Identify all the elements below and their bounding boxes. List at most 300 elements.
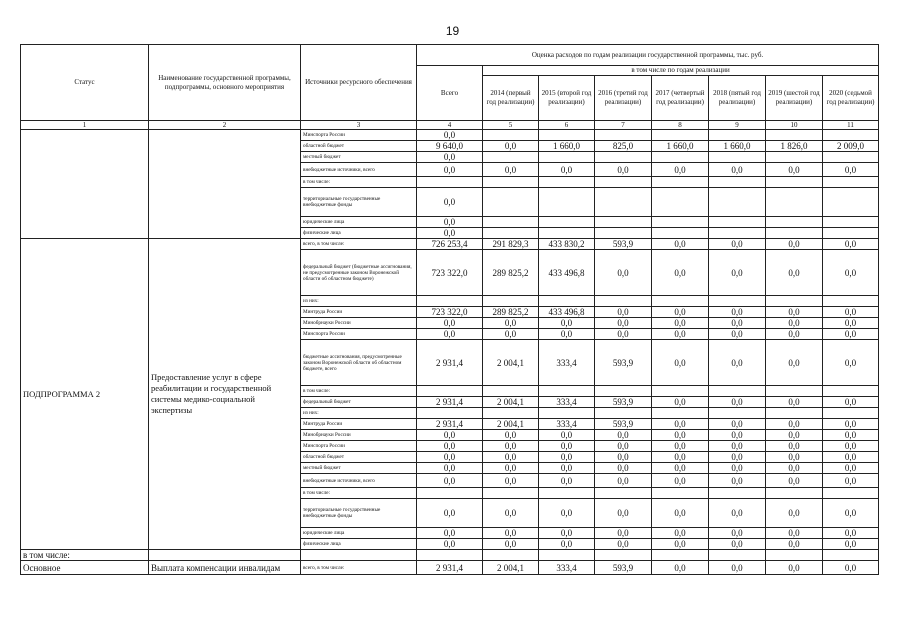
- value-cell: 0,0: [823, 441, 879, 452]
- value-cell: 2 931,4: [417, 340, 483, 386]
- value-cell: 333,4: [539, 419, 595, 430]
- value-cell: 0,0: [823, 250, 879, 296]
- value-cell: 0,0: [539, 463, 595, 474]
- value-cell: 0,0: [766, 397, 823, 408]
- subprogram-status: ПОДПРОГРАММА 2: [21, 239, 149, 550]
- value-cell: 0,0: [417, 228, 483, 239]
- value-cell: 0,0: [823, 340, 879, 386]
- value-cell: [766, 217, 823, 228]
- value-cell: 0,0: [709, 441, 766, 452]
- value-cell: 1 660,0: [652, 141, 709, 152]
- value-cell: 0,0: [595, 163, 652, 177]
- value-cell: 0,0: [709, 561, 766, 575]
- table-body: [21, 130, 879, 575]
- value-cell: 0,0: [652, 430, 709, 441]
- value-cell: 0,0: [652, 329, 709, 340]
- value-cell: [823, 228, 879, 239]
- header-estimate: Оценка расходов по годам реализации государственной программы, тыс. руб.: [417, 45, 879, 66]
- value-cell: [595, 296, 652, 307]
- value-cell: 0,0: [417, 152, 483, 163]
- header-year-6: 2019 (шестой год реализации): [766, 76, 823, 121]
- value-cell: [823, 488, 879, 499]
- value-cell: 0,0: [652, 474, 709, 488]
- value-cell: [652, 488, 709, 499]
- value-cell: 0,0: [417, 188, 483, 217]
- value-cell: [709, 177, 766, 188]
- value-cell: 333,4: [539, 340, 595, 386]
- value-cell: [539, 152, 595, 163]
- value-cell: [766, 296, 823, 307]
- empty-cell: [709, 550, 766, 561]
- value-cell: [652, 130, 709, 141]
- value-cell: 0,0: [709, 397, 766, 408]
- value-cell: [483, 217, 539, 228]
- value-cell: 0,0: [766, 419, 823, 430]
- value-cell: 0,0: [652, 163, 709, 177]
- value-cell: 0,0: [652, 250, 709, 296]
- source-cell: областной бюджет: [301, 141, 417, 152]
- value-cell: [766, 488, 823, 499]
- value-cell: 9 640,0: [417, 141, 483, 152]
- value-cell: 0,0: [823, 239, 879, 250]
- table-row: [21, 561, 879, 575]
- value-cell: 0,0: [417, 430, 483, 441]
- column-number: 3: [301, 121, 417, 130]
- value-cell: 0,0: [823, 499, 879, 528]
- value-cell: 0,0: [417, 217, 483, 228]
- value-cell: 0,0: [709, 430, 766, 441]
- value-cell: [539, 488, 595, 499]
- value-cell: [823, 386, 879, 397]
- value-cell: [539, 296, 595, 307]
- value-cell: [595, 408, 652, 419]
- value-cell: 0,0: [766, 499, 823, 528]
- value-cell: 0,0: [823, 561, 879, 575]
- value-cell: [595, 228, 652, 239]
- source-cell: физические лица: [301, 539, 417, 550]
- value-cell: 0,0: [709, 539, 766, 550]
- value-cell: 723 322,0: [417, 250, 483, 296]
- value-cell: [483, 177, 539, 188]
- value-cell: 0,0: [709, 318, 766, 329]
- source-cell: территориальные государственные внебюджетные фонды: [301, 188, 417, 217]
- header-status: Статус: [21, 45, 149, 121]
- value-cell: 333,4: [539, 397, 595, 408]
- value-cell: 289 825,2: [483, 307, 539, 318]
- value-cell: 0,0: [483, 441, 539, 452]
- value-cell: 0,0: [595, 539, 652, 550]
- value-cell: [483, 296, 539, 307]
- value-cell: 0,0: [766, 250, 823, 296]
- value-cell: 0,0: [417, 463, 483, 474]
- source-cell: юридические лица: [301, 217, 417, 228]
- value-cell: 0,0: [652, 318, 709, 329]
- value-cell: 0,0: [766, 441, 823, 452]
- value-cell: [417, 296, 483, 307]
- column-number: 6: [539, 121, 595, 130]
- value-cell: 0,0: [417, 539, 483, 550]
- header-year-1: 2014 (первый год реализации): [483, 76, 539, 121]
- value-cell: [823, 408, 879, 419]
- value-cell: [766, 386, 823, 397]
- value-cell: [595, 152, 652, 163]
- block1-status: [21, 130, 149, 239]
- source-cell: территориальные государственные внебюджетные фонды: [301, 499, 417, 528]
- value-cell: 0,0: [539, 452, 595, 463]
- value-cell: [417, 386, 483, 397]
- value-cell: 0,0: [417, 528, 483, 539]
- source-cell: из них:: [301, 296, 417, 307]
- value-cell: 825,0: [595, 141, 652, 152]
- source-cell: федеральный бюджет: [301, 397, 417, 408]
- value-cell: 2 004,1: [483, 340, 539, 386]
- value-cell: 0,0: [766, 239, 823, 250]
- value-cell: 0,0: [595, 250, 652, 296]
- source-cell: Минспорта России: [301, 329, 417, 340]
- value-cell: 0,0: [483, 539, 539, 550]
- value-cell: 0,0: [652, 239, 709, 250]
- value-cell: 0,0: [417, 318, 483, 329]
- value-cell: [823, 296, 879, 307]
- value-cell: [483, 386, 539, 397]
- value-cell: [709, 488, 766, 499]
- value-cell: 0,0: [709, 528, 766, 539]
- value-cell: 433 496,8: [539, 307, 595, 318]
- value-cell: 0,0: [823, 419, 879, 430]
- empty-cell: [539, 550, 595, 561]
- value-cell: 0,0: [539, 528, 595, 539]
- value-cell: 0,0: [766, 452, 823, 463]
- value-cell: 2 931,4: [417, 419, 483, 430]
- value-cell: [595, 188, 652, 217]
- source-cell: местный бюджет: [301, 152, 417, 163]
- value-cell: 0,0: [595, 318, 652, 329]
- source-cell: бюджетные ассигнования, предусмотренные законом Воронежской области об областном бюджете, всего: [301, 340, 417, 386]
- value-cell: [709, 296, 766, 307]
- value-cell: 0,0: [483, 499, 539, 528]
- value-cell: 0,0: [766, 463, 823, 474]
- source-cell: местный бюджет: [301, 463, 417, 474]
- value-cell: [539, 228, 595, 239]
- value-cell: [823, 152, 879, 163]
- value-cell: 0,0: [709, 340, 766, 386]
- empty-cell: [766, 550, 823, 561]
- value-cell: 2 931,4: [417, 397, 483, 408]
- value-cell: 0,0: [595, 452, 652, 463]
- value-cell: 0,0: [595, 329, 652, 340]
- including-label: в том числе:: [21, 550, 149, 561]
- value-cell: 0,0: [709, 163, 766, 177]
- value-cell: 0,0: [539, 318, 595, 329]
- source-cell: в том числе:: [301, 386, 417, 397]
- empty-cell: [483, 550, 539, 561]
- value-cell: 2 004,1: [483, 397, 539, 408]
- value-cell: 0,0: [823, 307, 879, 318]
- value-cell: 0,0: [539, 539, 595, 550]
- value-cell: [595, 386, 652, 397]
- value-cell: 0,0: [823, 163, 879, 177]
- value-cell: [595, 130, 652, 141]
- value-cell: 0,0: [652, 528, 709, 539]
- value-cell: [709, 217, 766, 228]
- source-cell: Минтруда России: [301, 419, 417, 430]
- value-cell: 0,0: [709, 474, 766, 488]
- source-cell: всего, в том числе:: [301, 239, 417, 250]
- table-row: [21, 550, 879, 561]
- column-number: 5: [483, 121, 539, 130]
- table-row: [21, 130, 879, 141]
- value-cell: 2 931,4: [417, 561, 483, 575]
- value-cell: [652, 188, 709, 217]
- main-activity-name: Выплата компенсации инвалидам: [149, 561, 301, 575]
- value-cell: [709, 152, 766, 163]
- source-cell: внебюджетные источники, всего: [301, 163, 417, 177]
- value-cell: [823, 130, 879, 141]
- column-number: 9: [709, 121, 766, 130]
- value-cell: 0,0: [595, 441, 652, 452]
- value-cell: 0,0: [417, 441, 483, 452]
- main-activity-status: Основное: [21, 561, 149, 575]
- value-cell: 289 825,2: [483, 250, 539, 296]
- subprogram-name: Предоставление услуг в сфере реабилитации и государственной системы медико-социальной экспертизы: [149, 239, 301, 550]
- value-cell: 0,0: [652, 307, 709, 318]
- value-cell: [483, 408, 539, 419]
- value-cell: [766, 177, 823, 188]
- value-cell: 0,0: [417, 474, 483, 488]
- value-cell: 0,0: [766, 430, 823, 441]
- empty-cell: [595, 550, 652, 561]
- value-cell: [539, 188, 595, 217]
- value-cell: 0,0: [595, 430, 652, 441]
- source-cell: федеральный бюджет (бюджетные ассигнования, не предусмотренные законом Воронежской области об областном бюджете): [301, 250, 417, 296]
- source-cell: Минспорта России: [301, 441, 417, 452]
- value-cell: 291 829,3: [483, 239, 539, 250]
- value-cell: [709, 228, 766, 239]
- value-cell: 593,9: [595, 397, 652, 408]
- empty-cell: [149, 550, 301, 561]
- value-cell: 0,0: [652, 441, 709, 452]
- header-year-2: 2015 (второй год реализации): [539, 76, 595, 121]
- value-cell: 0,0: [483, 163, 539, 177]
- value-cell: 0,0: [823, 463, 879, 474]
- value-cell: 0,0: [823, 452, 879, 463]
- value-cell: [483, 188, 539, 217]
- value-cell: 0,0: [483, 141, 539, 152]
- column-number: 10: [766, 121, 823, 130]
- value-cell: 0,0: [417, 452, 483, 463]
- column-number: 8: [652, 121, 709, 130]
- value-cell: [766, 408, 823, 419]
- value-cell: 0,0: [823, 397, 879, 408]
- value-cell: 2 009,0: [823, 141, 879, 152]
- value-cell: 433 830,2: [539, 239, 595, 250]
- empty-cell: [823, 550, 879, 561]
- source-cell: в том числе:: [301, 488, 417, 499]
- value-cell: 0,0: [766, 340, 823, 386]
- value-cell: 0,0: [483, 452, 539, 463]
- value-cell: 0,0: [823, 539, 879, 550]
- value-cell: [539, 130, 595, 141]
- value-cell: 0,0: [417, 499, 483, 528]
- value-cell: 1 660,0: [539, 141, 595, 152]
- value-cell: [652, 152, 709, 163]
- value-cell: 0,0: [823, 318, 879, 329]
- value-cell: [823, 188, 879, 217]
- value-cell: [709, 386, 766, 397]
- value-cell: 0,0: [766, 474, 823, 488]
- source-cell: областной бюджет: [301, 452, 417, 463]
- value-cell: [766, 228, 823, 239]
- value-cell: [652, 177, 709, 188]
- value-cell: [417, 177, 483, 188]
- value-cell: 0,0: [483, 474, 539, 488]
- value-cell: 0,0: [539, 441, 595, 452]
- value-cell: 0,0: [483, 329, 539, 340]
- table-header: [21, 45, 879, 130]
- value-cell: 723 322,0: [417, 307, 483, 318]
- value-cell: 593,9: [595, 340, 652, 386]
- value-cell: [483, 130, 539, 141]
- value-cell: 0,0: [766, 561, 823, 575]
- source-cell: Минтруда России: [301, 307, 417, 318]
- value-cell: [483, 152, 539, 163]
- source-cell: внебюджетные источники, всего: [301, 474, 417, 488]
- value-cell: 0,0: [539, 499, 595, 528]
- value-cell: 433 496,8: [539, 250, 595, 296]
- value-cell: 0,0: [652, 452, 709, 463]
- header-year-4: 2017 (четвертый год реализации): [652, 76, 709, 121]
- source-cell: из них:: [301, 408, 417, 419]
- value-cell: [539, 386, 595, 397]
- value-cell: 2 004,1: [483, 561, 539, 575]
- value-cell: 0,0: [483, 318, 539, 329]
- value-cell: 0,0: [595, 499, 652, 528]
- value-cell: [652, 296, 709, 307]
- value-cell: 0,0: [539, 474, 595, 488]
- value-cell: 2 004,1: [483, 419, 539, 430]
- source-cell: всего, в том числе:: [301, 561, 417, 575]
- value-cell: 0,0: [652, 419, 709, 430]
- value-cell: [483, 228, 539, 239]
- value-cell: [595, 217, 652, 228]
- source-cell: Минспорта России: [301, 130, 417, 141]
- value-cell: 0,0: [595, 528, 652, 539]
- table-row: [21, 239, 879, 250]
- value-cell: 333,4: [539, 561, 595, 575]
- source-cell: юридические лица: [301, 528, 417, 539]
- value-cell: 0,0: [539, 163, 595, 177]
- page-number: 19: [445, 24, 460, 38]
- value-cell: 0,0: [766, 528, 823, 539]
- value-cell: 0,0: [483, 528, 539, 539]
- value-cell: 0,0: [539, 430, 595, 441]
- value-cell: 0,0: [823, 430, 879, 441]
- value-cell: [539, 177, 595, 188]
- value-cell: [709, 130, 766, 141]
- value-cell: 0,0: [652, 397, 709, 408]
- header-sources: Источники ресурсного обеспечения: [301, 45, 417, 121]
- value-cell: [766, 188, 823, 217]
- source-cell: Минобрнауки России: [301, 430, 417, 441]
- value-cell: 0,0: [766, 539, 823, 550]
- value-cell: 0,0: [709, 419, 766, 430]
- value-cell: 0,0: [417, 163, 483, 177]
- value-cell: [766, 130, 823, 141]
- value-cell: [823, 177, 879, 188]
- value-cell: 0,0: [766, 307, 823, 318]
- header-name: Наименование государственной программы, подпрограммы, основного мероприятия: [149, 45, 301, 121]
- value-cell: 0,0: [595, 307, 652, 318]
- value-cell: [652, 386, 709, 397]
- value-cell: 0,0: [595, 474, 652, 488]
- value-cell: 1 660,0: [709, 141, 766, 152]
- value-cell: 0,0: [483, 430, 539, 441]
- value-cell: 593,9: [595, 561, 652, 575]
- header-year-3: 2016 (третий год реализации): [595, 76, 652, 121]
- header-total: Всего: [417, 66, 483, 121]
- value-cell: 0,0: [539, 329, 595, 340]
- value-cell: [417, 408, 483, 419]
- value-cell: [766, 152, 823, 163]
- value-cell: [709, 188, 766, 217]
- value-cell: 0,0: [417, 329, 483, 340]
- value-cell: 0,0: [417, 130, 483, 141]
- value-cell: 0,0: [823, 329, 879, 340]
- value-cell: 726 253,4: [417, 239, 483, 250]
- column-number: 2: [149, 121, 301, 130]
- header-year-7: 2020 (седьмой год реализации): [823, 76, 879, 121]
- value-cell: 0,0: [709, 329, 766, 340]
- value-cell: [652, 408, 709, 419]
- column-number: 4: [417, 121, 483, 130]
- value-cell: 0,0: [823, 474, 879, 488]
- value-cell: 0,0: [709, 239, 766, 250]
- value-cell: 0,0: [652, 463, 709, 474]
- column-number: 7: [595, 121, 652, 130]
- value-cell: [483, 488, 539, 499]
- empty-cell: [301, 550, 417, 561]
- value-cell: 0,0: [483, 463, 539, 474]
- block1-name: [149, 130, 301, 239]
- value-cell: 0,0: [709, 307, 766, 318]
- value-cell: 0,0: [652, 539, 709, 550]
- value-cell: [823, 217, 879, 228]
- column-number: 1: [21, 121, 149, 130]
- empty-cell: [417, 550, 483, 561]
- value-cell: 0,0: [823, 528, 879, 539]
- header-by-years: в том числе по годам реализации: [483, 66, 879, 76]
- value-cell: 0,0: [595, 463, 652, 474]
- empty-cell: [652, 550, 709, 561]
- value-cell: [417, 488, 483, 499]
- value-cell: 0,0: [709, 499, 766, 528]
- value-cell: 0,0: [652, 561, 709, 575]
- value-cell: 593,9: [595, 239, 652, 250]
- value-cell: 0,0: [766, 163, 823, 177]
- value-cell: 0,0: [709, 463, 766, 474]
- source-cell: в том числе:: [301, 177, 417, 188]
- budget-table: [20, 44, 879, 575]
- column-number: 11: [823, 121, 879, 130]
- value-cell: [539, 408, 595, 419]
- value-cell: 0,0: [652, 499, 709, 528]
- value-cell: 593,9: [595, 419, 652, 430]
- value-cell: [709, 408, 766, 419]
- source-cell: Минобрнауки России: [301, 318, 417, 329]
- header-year-5: 2018 (пятый год реализации): [709, 76, 766, 121]
- value-cell: 0,0: [766, 318, 823, 329]
- value-cell: 1 826,0: [766, 141, 823, 152]
